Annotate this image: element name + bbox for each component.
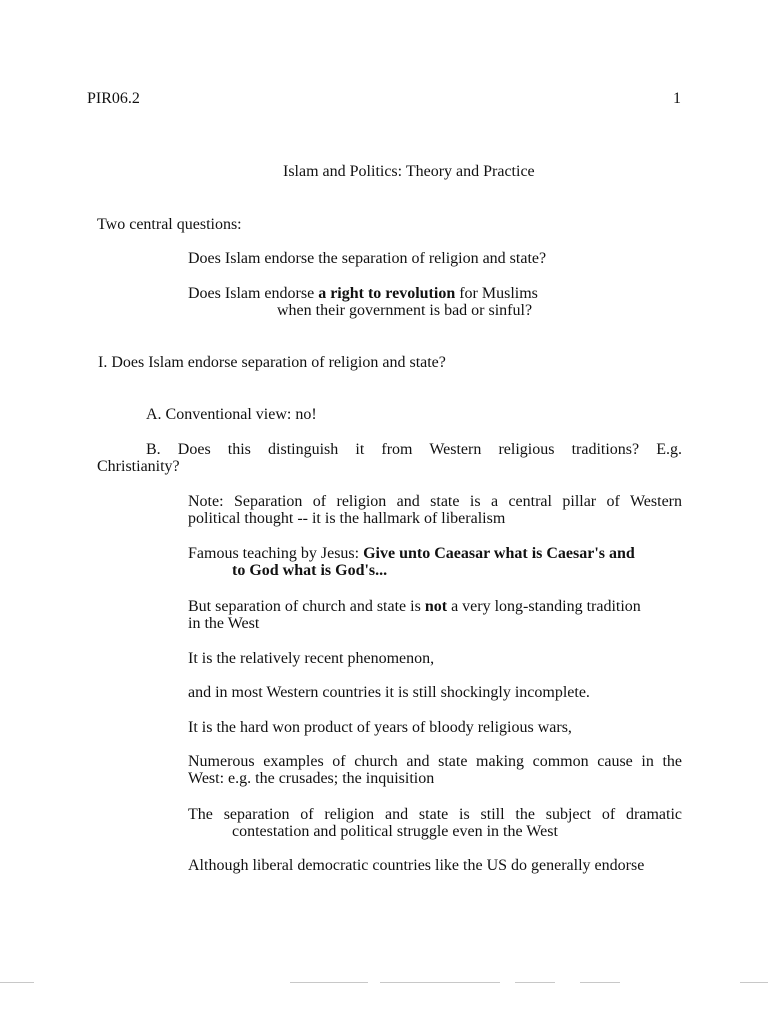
famous-teaching-quote: Give unto Caeasar what is Caesar's and <box>363 545 635 562</box>
but-separation-line2: in the West <box>188 615 260 632</box>
numerous-examples-line2: West: e.g. the crusades; the inquisition <box>188 770 435 787</box>
scan-artifact <box>580 982 620 983</box>
scan-artifact <box>290 982 368 983</box>
question-2-line2: when their government is bad or sinful? <box>277 302 533 319</box>
note-line1: Note: Separation of religion and state is a central pillar of Western <box>188 493 682 510</box>
scan-artifact <box>380 982 500 983</box>
although-liberal: Although liberal democratic countries like the US do generally endorse <box>188 857 645 874</box>
but-separation-emphasis: not <box>424 598 448 615</box>
scan-artifact <box>515 982 555 983</box>
question-1: Does Islam endorse the separation of religion and state? <box>188 250 547 267</box>
famous-teaching-line2 <box>232 562 387 580</box>
famous-teaching-pre: Famous teaching by Jesus: <box>188 545 364 562</box>
section-1-heading: I. Does Islam endorse separation of religion and state? <box>98 354 446 371</box>
but-separation <box>188 598 641 616</box>
recent-phenomenon: It is the relatively recent phenomenon, <box>188 650 435 667</box>
point-b-line2: Christianity? <box>97 458 180 475</box>
question-2-post: for Muslims <box>455 285 538 302</box>
scan-artifact <box>740 982 768 983</box>
question-2 <box>188 285 538 303</box>
question-2-emphasis: a right to revolution <box>318 285 456 302</box>
famous-teaching-quote-line2: to God what is God's... <box>232 562 388 579</box>
but-separation-pre: But separation of church and state is <box>188 598 425 615</box>
intro-label: Two central questions: <box>97 216 242 233</box>
separation-contested-line2: contestation and political struggle even in the West <box>232 823 558 840</box>
famous-teaching <box>188 545 635 563</box>
note-line2: political thought -- it is the hallmark of liberalism <box>188 510 506 527</box>
document-title: Islam and Politics: Theory and Practice <box>283 163 535 180</box>
question-2-pre: Does Islam endorse <box>188 285 319 302</box>
point-b-line1: B. Does this distinguish it from Western religious traditions? E.g. <box>146 441 682 458</box>
page-number: 1 <box>673 90 681 107</box>
still-incomplete: and in most Western countries it is still shockingly incomplete. <box>188 684 590 701</box>
hard-won-product: It is the hard won product of years of bloody religious wars, <box>188 719 572 736</box>
scan-artifact <box>0 982 34 983</box>
document-id: PIR06.2 <box>87 90 140 107</box>
separation-contested-line1: The separation of religion and state is still the subject of dramatic <box>188 806 682 823</box>
but-separation-post: a very long-standing tradition <box>447 598 641 615</box>
point-a: A. Conventional view: no! <box>146 406 317 423</box>
numerous-examples-line1: Numerous examples of church and state making common cause in the <box>188 753 682 770</box>
